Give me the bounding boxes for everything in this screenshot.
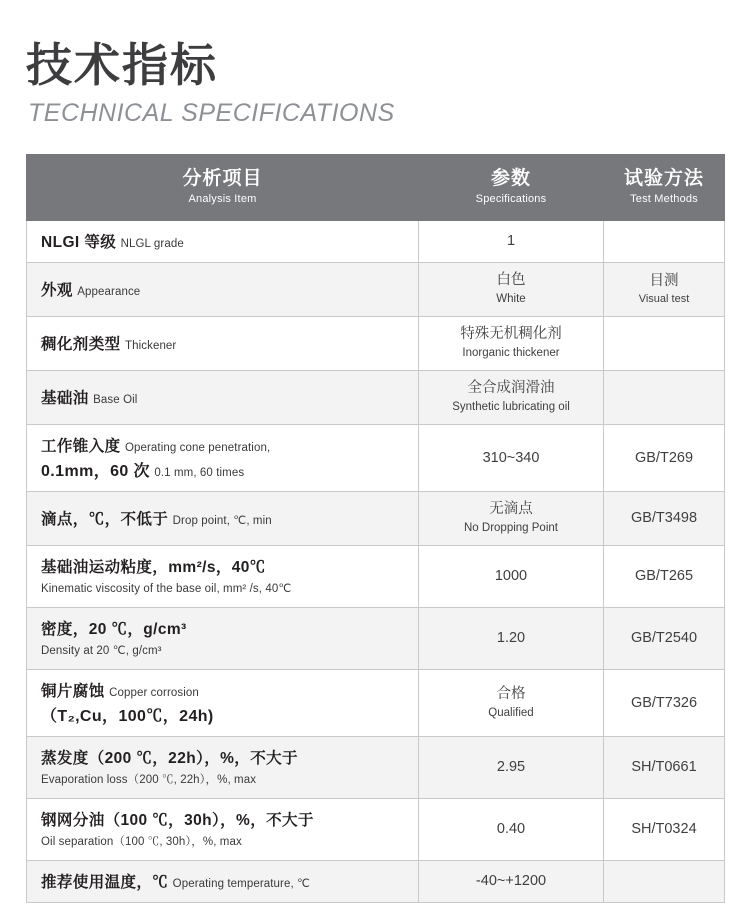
column-header-analysis-item [27, 155, 419, 221]
row-item [27, 371, 419, 425]
row-item-line2 [41, 579, 408, 597]
row-item-en2: 0.1 mm, 60 times [154, 467, 245, 479]
row-item [27, 670, 419, 737]
row-method [604, 608, 725, 670]
table-body [27, 221, 725, 903]
column-header-test-methods-zh: 试验方法 [623, 168, 704, 189]
row-item [27, 221, 419, 263]
row-value-number: 2.95 [496, 759, 526, 775]
row-item-en: Operating temperature, ℃ [172, 878, 311, 890]
row-method [604, 492, 725, 546]
row-method [604, 425, 725, 492]
row-item-zh: 钢网分油（100 ℃，30h），%，不大于 [41, 812, 314, 829]
row-item [27, 799, 419, 861]
table-row [27, 221, 725, 263]
row-item-en: Thickener [124, 340, 177, 352]
row-value-zh: 合格 [496, 685, 526, 702]
row-method [604, 737, 725, 799]
row-value [419, 317, 604, 371]
row-value-number: -40~+1200 [475, 873, 547, 889]
table-header [27, 155, 725, 221]
row-item-en: Operating cone penetration, [124, 442, 271, 454]
table-row [27, 317, 725, 371]
row-method [604, 546, 725, 608]
row-method-code: GB/T265 [634, 568, 694, 584]
row-item-zh: 铜片腐蚀 [41, 683, 105, 700]
row-item-en: NLGL grade [120, 238, 184, 250]
column-header-test-methods-en: Test Methods [630, 193, 698, 205]
column-header-analysis-item-en: Analysis Item [188, 193, 257, 205]
row-value-zh: 特殊无机稠化剂 [460, 326, 562, 342]
table-row [27, 263, 725, 317]
row-value-en: Synthetic lubricating oil [452, 401, 570, 413]
row-value-zh: 全合成润滑油 [467, 380, 555, 396]
row-method-code: GB/T7326 [630, 694, 698, 711]
row-value [419, 221, 604, 263]
row-item-zh: NLGI 等级 [41, 234, 117, 251]
row-value-number: 1.20 [496, 630, 526, 646]
row-item-en: Kinematic viscosity of the base oil, mm² /s, 40℃ [41, 583, 292, 595]
row-method [604, 371, 725, 425]
table-row [27, 670, 725, 737]
column-header-specifications-zh: 参数 [490, 168, 531, 189]
row-value-en: No Dropping Point [464, 522, 558, 534]
row-value [419, 371, 604, 425]
row-item-line2 [41, 703, 408, 726]
row-item [27, 861, 419, 903]
row-value-number: 1000 [494, 568, 528, 584]
column-header-analysis-item-zh: 分析项目 [182, 168, 263, 189]
row-item [27, 492, 419, 546]
table-row [27, 608, 725, 670]
table-row [27, 492, 725, 546]
column-header-specifications-en: Specifications [475, 193, 547, 205]
row-value-number: 310~340 [482, 449, 540, 466]
row-value-en: White [496, 293, 526, 305]
row-item-zh: 外观 [41, 282, 73, 299]
row-item-en: Copper corrosion [109, 687, 199, 699]
row-item [27, 425, 419, 492]
technical-specifications-table [26, 154, 725, 903]
table-row [27, 861, 725, 903]
table-row [27, 371, 725, 425]
row-item-line2 [41, 641, 408, 659]
row-item-zh: 稠化剂类型 [41, 336, 121, 353]
row-item-zh: 推荐使用温度，℃ [41, 874, 169, 891]
row-value [419, 263, 604, 317]
table-row [27, 546, 725, 608]
row-item [27, 317, 419, 371]
row-value-zh: 无滴点 [489, 501, 533, 517]
row-item [27, 737, 419, 799]
row-value [419, 799, 604, 861]
row-method [604, 317, 725, 371]
row-method-code: GB/T3498 [630, 510, 698, 526]
row-method [604, 221, 725, 263]
table-row [27, 737, 725, 799]
row-item-en: Density at 20 ℃, g/cm³ [41, 645, 162, 657]
row-item-en: Evaporation loss（200 ℃, 22h），%, max [41, 774, 257, 786]
row-value [419, 737, 604, 799]
row-method [604, 861, 725, 903]
row-item-en: Base Oil [93, 394, 138, 406]
row-item-zh: 密度，20 ℃，g/cm³ [41, 621, 187, 638]
row-item-zh: 蒸发度（200 ℃，22h），%，不大于 [41, 750, 298, 767]
row-item [27, 546, 419, 608]
row-value [419, 670, 604, 737]
row-value-en: Qualified [488, 706, 534, 719]
row-method [604, 670, 725, 737]
row-item [27, 608, 419, 670]
page-subtitle: TECHNICAL SPECIFICATIONS [28, 99, 395, 127]
row-method-zh: 目测 [649, 272, 679, 289]
row-method-en: Visual test [638, 292, 690, 305]
row-method-code: SH/T0661 [631, 759, 697, 775]
row-value [419, 546, 604, 608]
row-value-en: Inorganic thickener [462, 347, 560, 359]
row-item-en: Appearance [77, 286, 141, 298]
row-item-zh2: （T₂,Cu，100℃，24h) [41, 708, 214, 725]
row-method-code: SH/T0324 [631, 821, 697, 837]
row-value-number: 0.40 [496, 821, 526, 837]
row-item-zh: 工作锥入度 [41, 438, 121, 455]
table-header-row [27, 155, 725, 221]
row-item-line2 [41, 770, 408, 788]
table-row [27, 799, 725, 861]
row-method-code: GB/T2540 [630, 630, 698, 646]
row-method-code: GB/T269 [634, 449, 694, 466]
row-item-zh: 滴点，℃，不低于 [41, 511, 169, 528]
row-method [604, 799, 725, 861]
row-item-line2 [41, 832, 408, 850]
row-value [419, 425, 604, 492]
row-value-zh: 白色 [496, 272, 526, 288]
row-value [419, 861, 604, 903]
row-method [604, 263, 725, 317]
column-header-specifications [419, 155, 604, 221]
row-item-zh: 基础油运动粘度，mm²/s，40℃ [41, 559, 266, 576]
row-value [419, 492, 604, 546]
row-value-number: 1 [506, 233, 516, 249]
page-title: 技术指标 [26, 39, 218, 91]
row-item-en: Oil separation（100 ℃, 30h），%, max [41, 836, 242, 848]
row-item-zh2: 0.1mm，60 次 [41, 463, 150, 480]
row-item-line2 [41, 458, 408, 481]
row-item-zh: 基础油 [41, 390, 89, 407]
table-row [27, 425, 725, 492]
column-header-test-methods [604, 155, 725, 221]
row-value [419, 608, 604, 670]
row-item-en: Drop point, ℃, min [172, 515, 272, 527]
row-item [27, 263, 419, 317]
